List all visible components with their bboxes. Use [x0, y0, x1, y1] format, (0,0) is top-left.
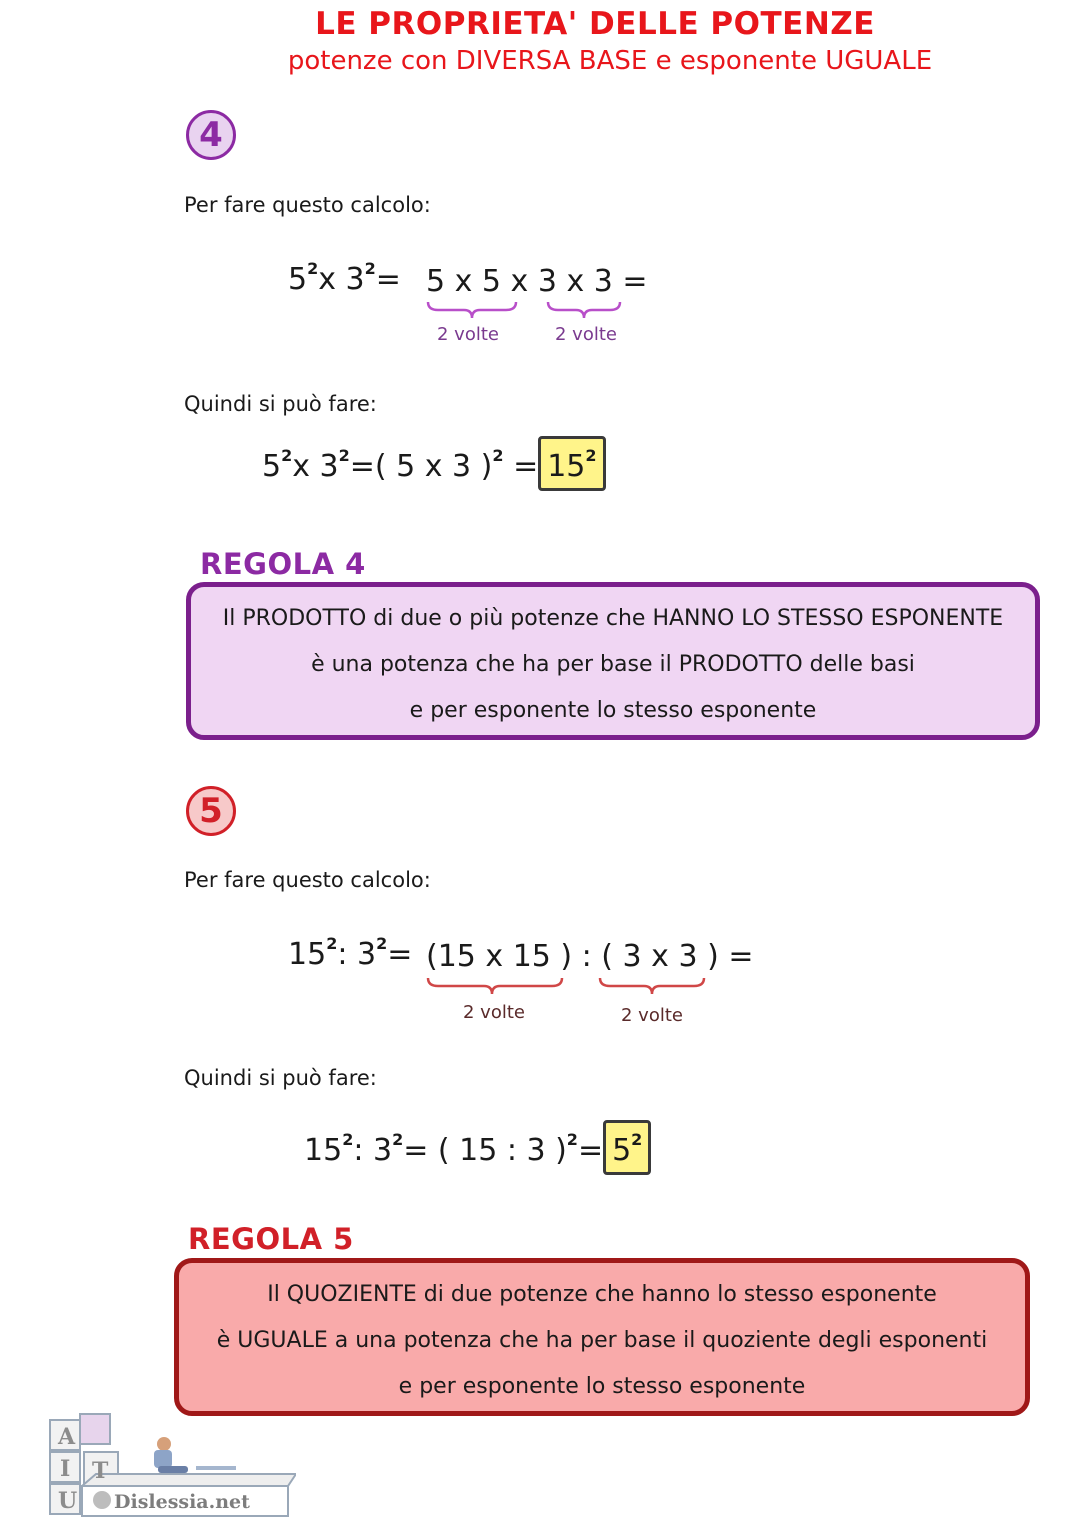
page-subtitle: potenze con DIVERSA BASE e esponente UGUALE: [287, 46, 933, 76]
rule-5-line-1: Il QUOZIENTE di due potenze che hanno lo stesso esponente: [267, 1282, 937, 1307]
rule-4-line-3: e per esponente lo stesso esponente: [409, 698, 817, 723]
section-5-result-box: $5^2$: [603, 1120, 651, 1175]
section-4-volte-left: 2 volte: [437, 324, 499, 345]
section-5-braces: [424, 974, 714, 1002]
rule-4-box: [186, 582, 1040, 740]
section-5-number-badge: 5: [186, 786, 236, 836]
section-5-volte-right: 2 volte: [621, 1005, 683, 1026]
svg-text:A: A: [58, 1424, 76, 1450]
aid-logo: [46, 1408, 296, 1518]
section-4-braces: [424, 298, 634, 324]
section-4-volte-right: 2 volte: [555, 324, 617, 345]
rule-5-box: [174, 1258, 1030, 1416]
section-4-result-box: $15^2$: [538, 436, 605, 491]
section-4-expanded-lhs: $5^2x$ $3^2=$: [288, 259, 401, 297]
section-4-quindi: Quindi si può fare:: [184, 392, 377, 416]
section-5-compact-expression: $15^2$: $3^2=$ ( 15 : 3 )$^2= 5^2$: [304, 1120, 651, 1175]
svg-text:T: T: [92, 1458, 109, 1484]
section-4-intro: Per fare questo calcolo:: [184, 193, 431, 217]
section-4-number-badge: 4: [186, 110, 236, 160]
section-4-expanded-rhs: 5 x 5 x 3 x 3 =: [426, 264, 648, 299]
logo-text: Dislessia.net: [114, 1491, 250, 1513]
rule-4-line-1: Il PRODOTTO di due o più potenze che HANNO LO STESSO ESPONENTE: [222, 606, 1004, 631]
svg-text:U: U: [58, 1488, 78, 1514]
section-4-compact-expression: $5^2x$ $3^2=$( 5 x 3 )$^2 = 15^2$: [262, 436, 606, 491]
svg-text:I: I: [60, 1456, 71, 1482]
section-5-expanded-lhs: $15^2$: $3^2=$: [288, 934, 413, 972]
rule-5-title: REGOLA 5: [188, 1222, 354, 1256]
rule-4-title: REGOLA 4: [200, 547, 366, 581]
section-5-intro: Per fare questo calcolo:: [184, 868, 431, 892]
rule-5-line-2: è UGUALE a una potenza che ha per base il quoziente degli esponenti: [216, 1328, 988, 1353]
page-title: LE PROPRIETA' DELLE POTENZE: [315, 6, 875, 42]
logo-child-figure: [154, 1437, 236, 1473]
rule-4-line-2: è una potenza che ha per base il PRODOTTO delle basi: [311, 652, 915, 677]
section-5-quindi: Quindi si può fare:: [184, 1066, 377, 1090]
section-5-expanded-rhs: (15 x 15 ) : ( 3 x 3 ) =: [426, 939, 754, 974]
rule-5-line-3: e per esponente lo stesso esponente: [398, 1374, 806, 1399]
section-5-volte-left: 2 volte: [463, 1002, 525, 1023]
